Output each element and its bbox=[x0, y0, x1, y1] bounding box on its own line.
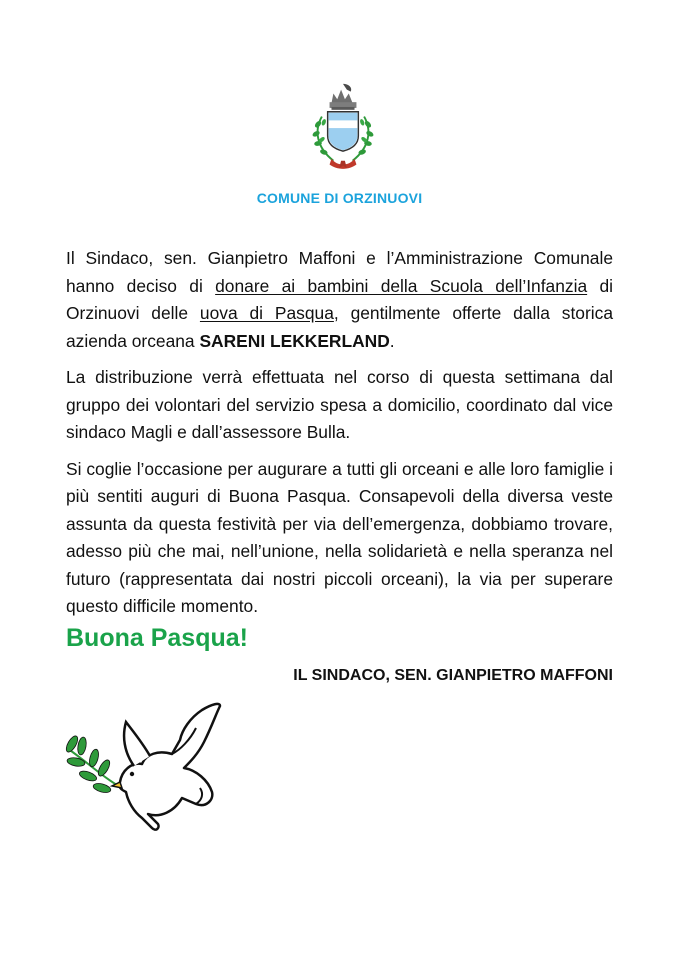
paragraph-1 bbox=[66, 245, 613, 355]
paragraph-3: Si coglie l’occasione per augurare a tutti gli orceani e alle loro famiglie i più sentiti auguri di Buona Pasqua. Consapevoli della diversa veste assunta da questa festività per via dell’emergenza, dobbiamo trovare, adesso più che mai, nell’unione, nella solidarietà e nella speranza nel futuro (rappresentata dai nostri piccoli orceani), la via per superare questo difficile momento. bbox=[66, 458, 613, 616]
p1-underline-eggs: uova di Pasqua bbox=[199, 303, 334, 323]
page-title: COMUNE DI ORZINUOVI bbox=[256, 190, 423, 206]
paragraph-2: La distribuzione verrà effettuata nel corso di questa settimana dal gruppo dei volontari del servizio spesa a domicilio, coordinato dal vice sindaco Magli e dall’assessore Bulla. bbox=[66, 367, 613, 442]
p1-text-b: di Orzinuovi delle bbox=[66, 275, 613, 323]
announcement-body bbox=[66, 245, 613, 630]
p1-text-c: , gentilmente offerte dalla storica azienda orceana bbox=[66, 303, 613, 351]
easter-greeting: Buona Pasqua! bbox=[66, 624, 248, 652]
p1-text-a: Il Sindaco, sen. Gianpietro Maffoni e l’Amministrazione Comunale hanno deciso di bbox=[66, 248, 613, 296]
p1-underline-donation: donare ai bambini della Scuola dell’Infanzia bbox=[215, 275, 588, 296]
p1-company-name: SARENI LEKKERLAND bbox=[199, 330, 390, 351]
signature: IL SINDACO, SEN. GIANPIETRO MAFFONI bbox=[293, 667, 613, 684]
p1-text-d: . bbox=[389, 330, 395, 351]
dove-with-olive-branch-icon bbox=[62, 700, 227, 840]
municipal-crest-icon bbox=[304, 82, 382, 178]
